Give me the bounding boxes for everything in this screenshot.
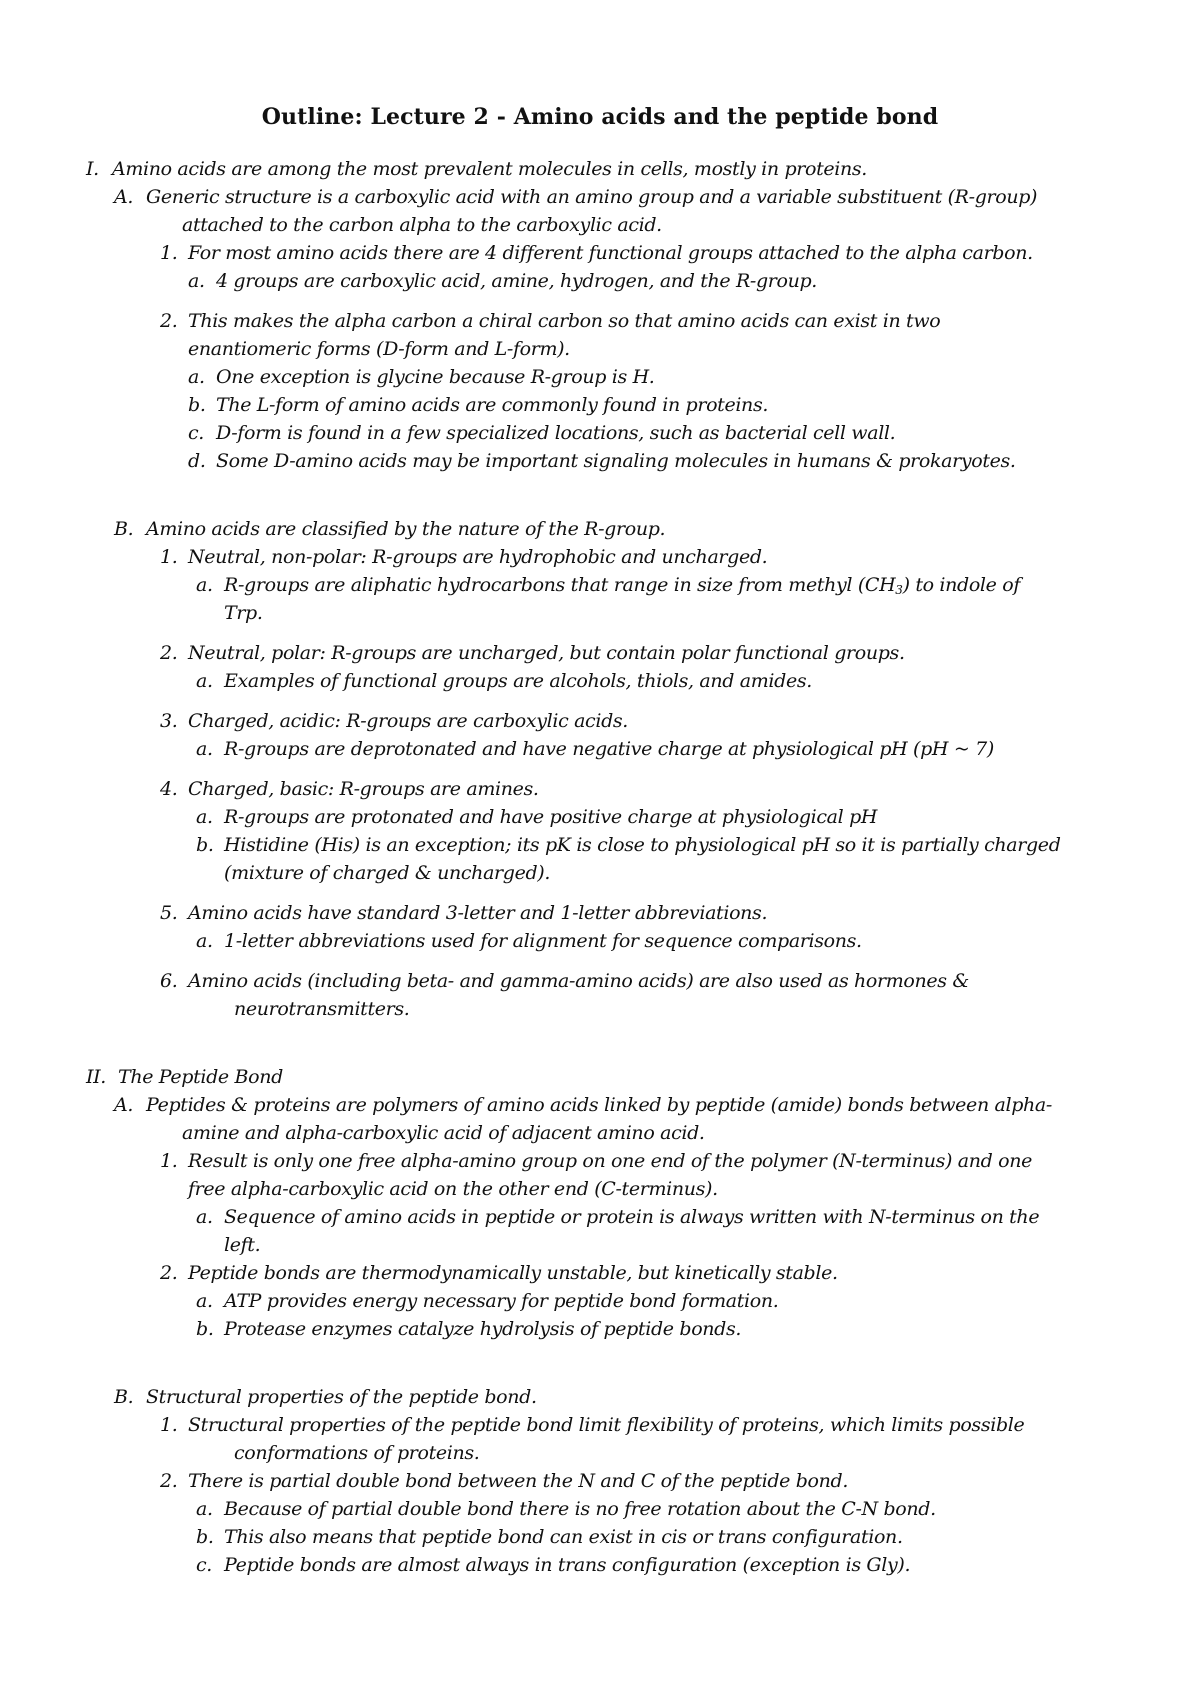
outline-item-II-B-2 [160,1469,848,1493]
item-marker: a. [196,738,213,760]
outline-item-I-A-2-d [188,449,1016,473]
item-marker: 2. [160,310,178,332]
item-continuation: attached to the carbon alpha to the carboxylic acid. [182,214,662,236]
item-marker: 5. [160,902,178,924]
outline-item-I-B-1 [160,545,767,569]
item-text: Neutral, polar: R-groups are uncharged, but contain polar functional groups. [188,642,905,664]
item-text: There is partial double bond between the N and C of the peptide bond. [188,1470,849,1492]
item-marker: c. [196,1554,212,1576]
outline-item-II-B-2-b [196,1525,903,1549]
outline-item-I-B-3 [160,709,628,733]
item-marker: a. [196,806,213,828]
item-text: Peptide bonds are thermodynamically unstable, but kinetically stable. [188,1262,838,1284]
outline-item-I [86,157,867,181]
outline-item-II-A-1 [160,1149,1032,1173]
item-continuation: Trp. [224,602,263,624]
outline-item-I-B-2 [160,641,905,665]
item-marker: b. [196,1526,214,1548]
outline-item-I-A [114,185,1037,209]
item-text: Peptide bonds are almost always in trans configuration (exception is Gly). [224,1554,911,1576]
item-text: Neutral, non-polar: R-groups are hydrophobic and uncharged. [188,546,768,568]
item-marker: a. [196,1206,213,1228]
item-marker: 3. [160,710,178,732]
item-text: This makes the alpha carbon a chiral carbon so that amino acids can exist in two [188,310,941,332]
item-text: Histidine (His) is an exception; its pK is close to physiological pH so it is partially charged [224,834,1061,856]
item-continuation: conformations of proteins. [234,1442,480,1464]
item-text: R-groups are deprotonated and have negative charge at physiological pH (pH ~ 7) [224,738,994,760]
item-marker: 2. [160,642,178,664]
item-marker: 2. [160,1262,178,1284]
outline-item-I-B-1-a [196,573,1020,597]
item-text: Amino acids are among the most prevalent molecules in cells, mostly in proteins. [112,158,867,180]
item-marker: 6. [160,970,178,992]
item-continuation: left. [224,1234,261,1256]
item-marker: A. [114,1094,134,1116]
outline-item-I-B [114,517,665,541]
item-text: D-form is found in a few specialized locations, such as bacterial cell wall. [216,422,896,444]
item-marker: 4. [160,778,178,800]
item-marker: 1. [160,1414,178,1436]
outline-item-II-A-1-a [196,1205,1039,1229]
item-text: For most amino acids there are 4 different functional groups attached to the alpha carbon. [188,242,1033,264]
item-text: 4 groups are carboxylic acid, amine, hydrogen, and the R-group. [216,270,817,292]
outline-item-I-B-3-a [196,737,994,761]
item-text: Structural properties of the peptide bond. [146,1386,537,1408]
item-marker: b. [188,394,206,416]
outline-item-II-A [114,1093,1052,1117]
item-marker: a. [196,1498,213,1520]
outline-item-I-B-5 [160,901,767,925]
item-text: The L-form of amino acids are commonly found in proteins. [216,394,769,416]
item-marker: a. [196,1290,213,1312]
item-marker: a. [188,366,205,388]
item-marker: c. [188,422,204,444]
outline-item-I-A-1-a [188,269,817,293]
item-marker: I. [86,158,99,180]
item-text: Charged, basic: R-groups are amines. [188,778,539,800]
item-text: Protease enzymes catalyze hydrolysis of peptide bonds. [224,1318,742,1340]
item-marker: II. [86,1066,107,1088]
subscript: 3 [895,583,903,597]
outline-item-II [86,1065,283,1089]
outline-item-I-A-2-c [188,421,895,445]
outline-item-II-B-2-a [196,1497,936,1521]
item-text: Sequence of amino acids in peptide or protein is always written with N-terminus on the [224,1206,1040,1228]
outline-item-I-B-4 [160,777,539,801]
item-text: Peptides & proteins are polymers of amino acids linked by peptide (amide) bonds between alpha- [146,1094,1052,1116]
item-marker: d. [188,450,206,472]
item-text: Structural properties of the peptide bond limit flexibility of proteins, which limits possible [188,1414,1025,1436]
item-text: Charged, acidic: R-groups are carboxylic acids. [188,710,628,732]
item-text: Because of partial double bond there is no free rotation about the C-N bond. [224,1498,936,1520]
item-continuation: neurotransmitters. [234,998,410,1020]
item-marker: 1. [160,242,178,264]
item-text: This also means that peptide bond can exist in cis or trans configuration. [224,1526,903,1548]
outline-item-I-B-4-b [196,833,1061,857]
outline-item-I-B-5-a [196,929,862,953]
item-marker: a. [196,930,213,952]
item-text: Amino acids are classified by the nature of the R-group. [146,518,666,540]
item-text: R-groups are protonated and have positive charge at physiological pH [224,806,878,828]
item-marker: 2. [160,1470,178,1492]
item-marker: A. [114,186,134,208]
outline-item-II-A-2-a [196,1289,778,1313]
item-text-pre: R-groups are aliphatic hydrocarbons that range in size from methyl (CH [224,574,896,596]
outline-item-II-B-1 [160,1413,1024,1437]
outline-item-II-A-2 [160,1261,838,1285]
item-text: Result is only one free alpha-amino group on one end of the polymer (N-terminus) and one [188,1150,1032,1172]
item-marker: b. [196,834,214,856]
item-text: 1-letter abbreviations used for alignment for sequence comparisons. [224,930,862,952]
item-text: Some D-amino acids may be important signaling molecules in humans & prokaryotes. [216,450,1016,472]
outline-item-I-A-1 [160,241,1033,265]
outline-item-II-B-2-c [196,1553,910,1577]
item-text: ATP provides energy necessary for peptide bond formation. [224,1290,779,1312]
outline-item-II-A-2-b [196,1317,741,1341]
item-marker: a. [196,670,213,692]
outline-item-I-B-4-a [196,805,877,829]
item-text: Amino acids (including beta- and gamma-amino acids) are also used as hormones & [188,970,969,992]
item-text: Examples of functional groups are alcohols, thiols, and amides. [224,670,812,692]
item-continuation: enantiomeric forms (D-form and L-form). [188,338,570,360]
item-marker: b. [196,1318,214,1340]
outline-item-I-B-6 [160,969,969,993]
item-text: Generic structure is a carboxylic acid with an amino group and a variable substituent (R-group) [146,186,1038,208]
item-marker: B. [114,1386,134,1408]
outline-item-I-B-2-a [196,669,812,693]
item-marker: a. [188,270,205,292]
outline-item-II-B [114,1385,537,1409]
item-marker: 1. [160,546,178,568]
outline-item-I-A-2 [160,309,940,333]
page-title: Outline: Lecture 2 - Amino acids and the peptide bond [261,104,939,130]
item-text-post: ) to indole of [902,574,1021,596]
item-continuation: (mixture of charged & uncharged). [224,862,551,884]
item-marker: 1. [160,1150,178,1172]
item-continuation: free alpha-carboxylic acid on the other end (C-terminus). [188,1178,718,1200]
item-text: One exception is glycine because R-group is H. [216,366,655,388]
item-text: Amino acids have standard 3-letter and 1-letter abbreviations. [188,902,768,924]
outline-item-I-A-2-b [188,393,768,417]
item-continuation: amine and alpha-carboxylic acid of adjacent amino acid. [182,1122,705,1144]
item-text: The Peptide Bond [118,1066,283,1088]
item-marker: a. [196,574,213,596]
item-marker: B. [114,518,134,540]
outline-item-I-A-2-a [188,365,654,389]
